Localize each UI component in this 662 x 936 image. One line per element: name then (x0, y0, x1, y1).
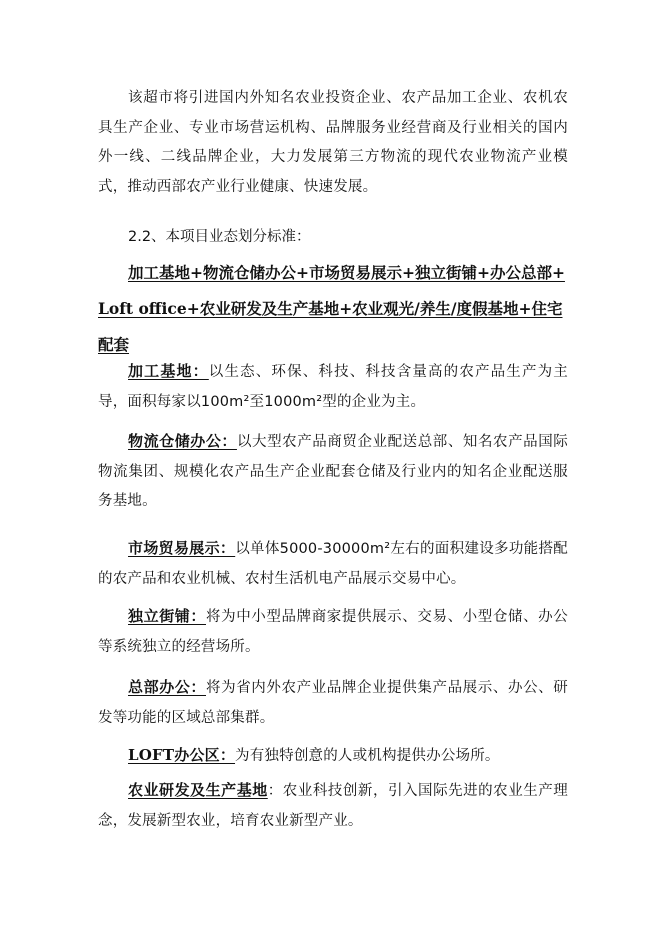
item-term: LOFT办公区： (128, 746, 236, 764)
item-agri-rd-base (98, 776, 568, 836)
item-term: 农业研发及生产基地 (128, 781, 268, 799)
item-description: 以大型农产品商贸企业配送总部、知名农产品国际物流集团、规模化农产品生产企业配套仓储及行业内的知名企业配送服务基地。 (98, 434, 568, 509)
item-logistics-office (98, 427, 568, 517)
business-format-formula: 加工基地+物流仓储办公+市场贸易展示+独立街铺+办公总部+Loft office+农业研发及生产基地+农业观光/养生/度假基地+住宅配套 (98, 263, 565, 354)
item-description: 将为中小型品牌商家提供展示、交易、小型仓储、办公等系统独立的经营场所。 (98, 609, 568, 655)
item-term: 独立街铺： (128, 607, 206, 625)
item-term: 加工基地： (128, 362, 209, 380)
item-term: 市场贸易展示： (128, 539, 236, 557)
item-description: ：农业科技创新，引入国际先进的农业生产理念，发展新型农业，培育农业新型产业。 (98, 783, 568, 829)
item-description: 以生态、环保、科技、科技含量高的农产品生产为主导，面积每家以100m²至1000m²型的企业为主。 (98, 364, 568, 410)
item-description: 将为省内外农产业品牌企业提供集产品展示、办公、研发等功能的区域总部集群。 (98, 680, 568, 726)
item-headquarters-office (98, 673, 568, 733)
section-heading: 2.2、本项目业态划分标准： (128, 229, 311, 245)
item-description: 以单体5000-30000m²左右的面积建设多功能搭配的农产品和农业机械、农村生活机电产品展示交易中心。 (98, 541, 568, 587)
item-loft-office (98, 741, 568, 772)
item-processing-base (98, 357, 568, 417)
item-term: 总部办公： (128, 678, 206, 696)
intro-paragraph: 该超市将引进国内外知名农业投资企业、农产品加工企业、农机农具生产企业、专业市场营运机构、品牌服务业经营商及行业相关的国内外一线、二线品牌企业，大力发展第三方物流的现代农业物流产业模式，推动西部农产业行业健康、快速发展。 (98, 90, 568, 195)
item-market-display (98, 534, 568, 594)
item-term: 物流仓储办公： (128, 432, 237, 450)
item-street-shops (98, 602, 568, 662)
item-description: 为有独特创意的人或机构提供办公场所。 (235, 748, 500, 764)
